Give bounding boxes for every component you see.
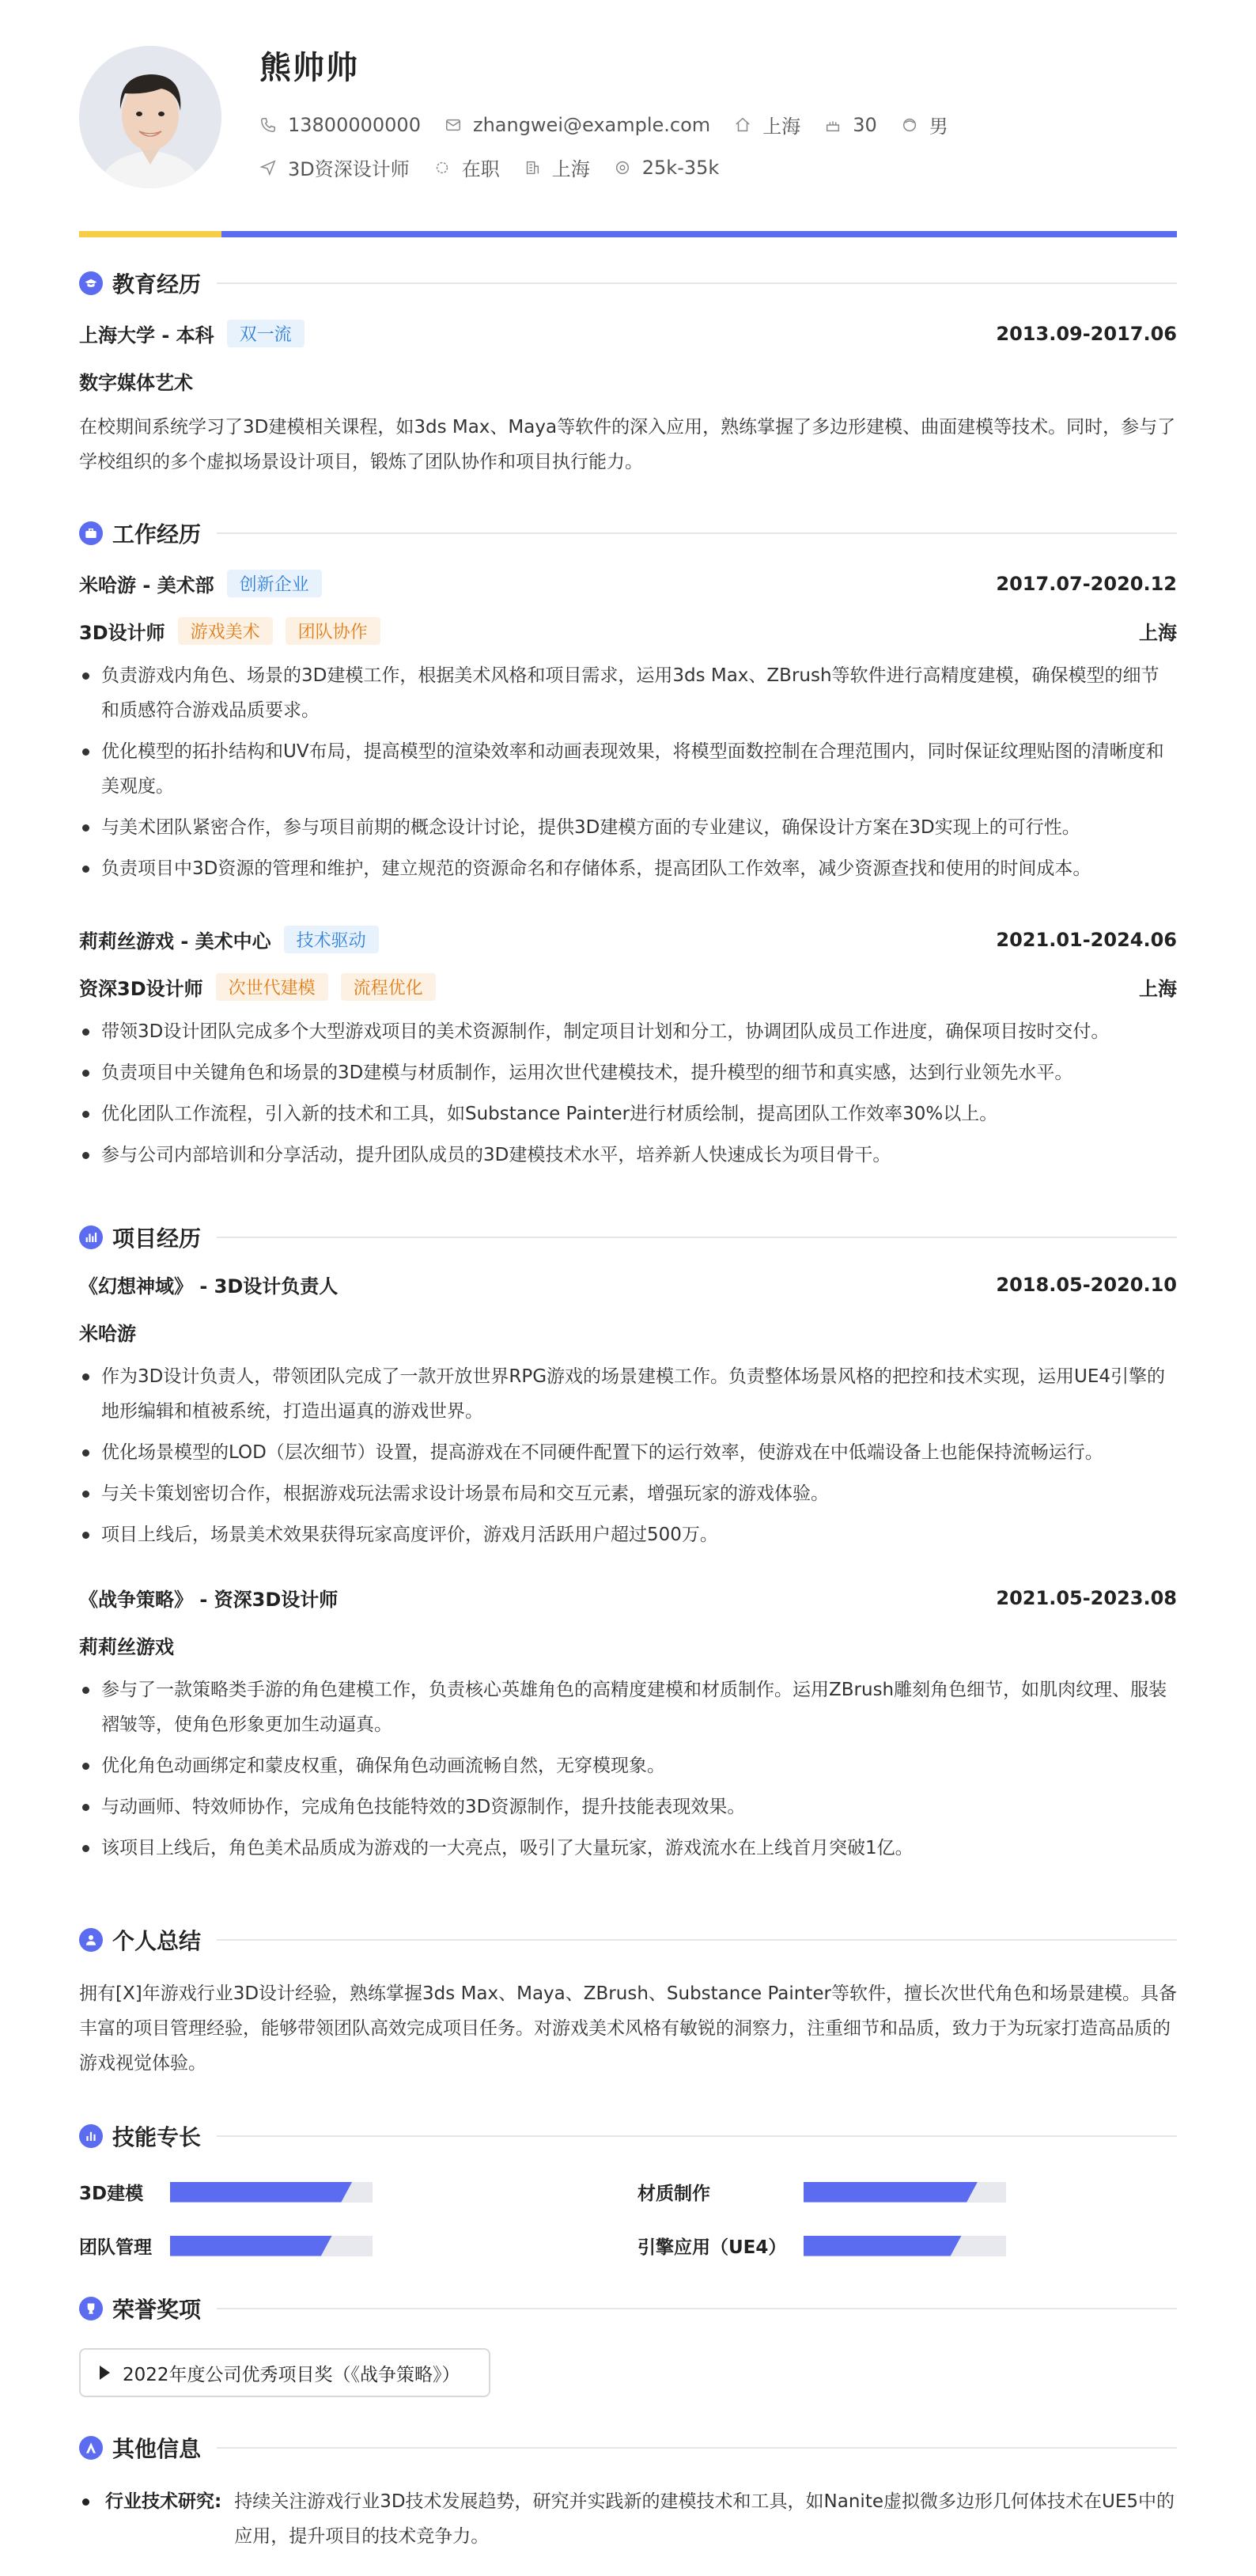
role-tag: 游戏美术	[178, 617, 273, 645]
project-company-row	[79, 1631, 1177, 1659]
salary-text: 25k-35k	[641, 156, 720, 179]
skill-bar	[170, 2182, 373, 2203]
education-date: 2013.09-2017.06	[996, 322, 1177, 345]
skill-bar	[804, 2236, 1006, 2256]
candidate-name: 熊帅帅	[259, 50, 359, 86]
skill-bar-fill	[804, 2236, 962, 2256]
home-icon	[734, 116, 751, 134]
skill-name: 3D建模	[79, 2184, 144, 2204]
job-role: 资深3D设计师	[79, 978, 203, 1000]
major-name: 数字媒体艺术	[79, 372, 193, 394]
job-header	[79, 570, 1177, 597]
job-duties	[79, 1014, 1177, 1179]
gender-item	[901, 111, 948, 138]
section-heading	[79, 1222, 1177, 1253]
skill-name: 团队管理	[79, 2237, 152, 2258]
education-section	[79, 267, 1177, 489]
list-item: 优化角色动画绑定和蒙皮权重，确保角色动画流畅自然，无穿模现象。	[79, 1748, 1177, 1783]
projects-section	[79, 1222, 1177, 1878]
status-icon	[433, 159, 451, 176]
job-date: 2017.07-2020.12	[996, 572, 1177, 595]
target-city-text: 上海	[551, 158, 590, 180]
age-text: 30	[853, 113, 877, 136]
section-heading	[79, 2120, 1177, 2152]
section-heading	[79, 267, 1177, 299]
skill-item	[637, 2233, 1006, 2259]
role-tag: 流程优化	[341, 973, 436, 1001]
list-item: 项目上线后，场景美术效果获得玩家高度评价，游戏月活跃用户超过500万。	[79, 1517, 1177, 1552]
section-title: 其他信息	[112, 2436, 202, 2462]
gender-text: 男	[929, 116, 948, 138]
skill-bar	[170, 2236, 373, 2256]
awards-section	[79, 2293, 1177, 2404]
section-title: 项目经历	[112, 1225, 202, 1252]
company-name: 莉莉丝游戏 - 美术中心	[79, 930, 271, 953]
section-heading	[79, 1924, 1177, 1956]
project-duties	[79, 1359, 1177, 1559]
skill-bar	[804, 2182, 1006, 2203]
phone-text: 13800000000	[288, 113, 421, 136]
skill-bar-fill	[804, 2182, 978, 2203]
skill-item	[637, 2179, 1006, 2205]
project-date: 2021.05-2023.08	[996, 1586, 1177, 1609]
section-heading	[79, 2432, 1177, 2464]
job-header	[79, 926, 1177, 953]
play-triangle-icon	[100, 2366, 110, 2380]
building-icon	[524, 159, 541, 176]
award-item	[79, 2348, 490, 2397]
section-title: 技能专长	[112, 2124, 202, 2150]
project-company-row	[79, 1318, 1177, 1346]
list-item: 优化团队工作流程，引入新的技术和工具，如Substance Painter进行材质绘制，提高团队工作效率30%以上。	[79, 1097, 1177, 1131]
section-rule	[217, 1939, 1177, 1941]
list-item: 与关卡策划密切合作，根据游戏玩法需求设计场景布局和交互元素，增强玩家的游戏体验。	[79, 1476, 1177, 1511]
award-text: 2022年度公司优秀项目奖（《战争策略》）	[123, 2364, 460, 2385]
job-intent-row	[259, 153, 743, 181]
skills-section	[79, 2120, 1177, 2263]
section-rule	[217, 532, 1177, 534]
job-role-row	[79, 973, 1177, 1001]
project-header	[79, 1271, 1177, 1298]
user-icon	[79, 1928, 103, 1952]
send-icon	[259, 159, 277, 176]
coin-icon	[614, 159, 631, 176]
list-item: 作为3D设计负责人，带领团队完成了一款开放世界RPG游戏的场景建模工作。负责整体场景风格的把控和技术实现，运用UE4引擎的地形编辑和植被系统，打造出逼真的游戏世界。	[79, 1359, 1177, 1429]
other-key: 行业技术研究:	[105, 2491, 222, 2512]
section-heading	[79, 517, 1177, 549]
city-text: 上海	[762, 116, 801, 138]
section-rule	[217, 1237, 1177, 1238]
project-company: 莉莉丝游戏	[79, 1636, 174, 1658]
role-tag: 次世代建模	[216, 973, 328, 1001]
avatar-illustration	[79, 46, 221, 188]
bullet-dot	[82, 2498, 89, 2506]
other-section	[79, 2432, 1177, 2559]
list-item: 优化模型的拓扑结构和UV布局，提高模型的渲染效率和动画表现效果，将模型面数控制在合理范围内，同时保证纹理贴图的清晰度和美观度。	[79, 734, 1177, 804]
list-item: 负责游戏内角色、场景的3D建模工作，根据美术风格和项目需求，运用3ds Max、ZBrush等软件进行高精度建模，确保模型的细节和质感符合游戏品质要求。	[79, 658, 1177, 728]
list-item: 参与了一款策略类手游的角色建模工作，负责核心英雄角色的高精度建模和材质制作。运用ZBrush雕刻角色细节，如肌肉纹理、服装褶皱等，使角色形象更加生动逼真。	[79, 1673, 1177, 1742]
project-name: 《幻想神域》 - 3D设计负责人	[79, 1275, 339, 1297]
avatar	[79, 46, 221, 188]
info-icon	[79, 2436, 103, 2460]
education-description: 在校期间系统学习了3D建模相关课程，如3ds Max、Maya等软件的深入应用，熟练掌握了多边形建模、曲面建模等技术。同时，参与了学校组织的多个虚拟场景设计项目，锻炼了团队协作和项目执行能力。	[79, 417, 1176, 472]
job-location: 上海	[1139, 978, 1177, 1000]
project-name: 《战争策略》 - 资深3D设计师	[79, 1589, 339, 1611]
target-city-item	[524, 153, 590, 181]
skill-name: 材质制作	[637, 2184, 710, 2204]
skill-item	[79, 2179, 373, 2205]
job-date: 2021.01-2024.06	[996, 928, 1177, 951]
company-name: 米哈游 - 美术部	[79, 574, 214, 597]
school-tag: 双一流	[227, 320, 305, 347]
phone-icon	[259, 116, 277, 134]
project-header	[79, 1584, 1177, 1612]
section-heading	[79, 2293, 1177, 2324]
phone-item	[259, 114, 421, 136]
list-item: 负责项目中关键角色和场景的3D建模与材质制作，运用次世代建模技术，提升模型的细节和真实感，达到行业领先水平。	[79, 1055, 1177, 1090]
list-item: 负责项目中3D资源的管理和维护，建立规范的资源命名和存储体系，提高团队工作效率，减少资源查找和使用的时间成本。	[79, 851, 1177, 886]
section-rule	[217, 2135, 1177, 2137]
chart-icon	[79, 2124, 103, 2148]
role-tag: 团队协作	[286, 617, 380, 645]
graduation-cap-icon	[79, 271, 103, 295]
contact-row	[259, 111, 972, 138]
list-item: 带领3D设计团队完成多个大型游戏项目的美术资源制作，制定项目计划和分工，协调团队成员工作进度，确保项目按时交付。	[79, 1014, 1177, 1049]
position-text: 3D资深设计师	[288, 158, 410, 180]
job-duties	[79, 658, 1177, 892]
email-item	[445, 114, 710, 136]
job-role: 3D设计师	[79, 622, 165, 644]
person-face-icon	[901, 116, 918, 134]
section-title: 工作经历	[112, 521, 202, 547]
skill-item	[79, 2233, 373, 2259]
list-item: 优化场景模型的LOD（层次细节）设置，提高游戏在不同硬件配置下的运行效率，使游戏在中低端设备上也能保持流畅运行。	[79, 1435, 1177, 1470]
briefcase-icon	[79, 521, 103, 545]
company-tag: 技术驱动	[284, 926, 379, 953]
list-item: 参与公司内部培训和分享活动，提升团队成员的3D建模技术水平，培养新人快速成长为项目骨干。	[79, 1138, 1177, 1172]
email-text: zhangwei@example.com	[472, 113, 711, 136]
project-company: 米哈游	[79, 1323, 136, 1345]
position-item	[259, 153, 410, 181]
trophy-icon	[79, 2297, 103, 2320]
list-item: 该项目上线后，角色美术品质成为游戏的一大亮点，吸引了大量玩家，游戏流水在上线首月突破1亿。	[79, 1831, 1177, 1866]
other-item	[79, 2484, 1177, 2554]
section-rule	[217, 282, 1177, 284]
summary-text: 拥有[X]年游戏行业3D设计经验，熟练掌握3ds Max、Maya、ZBrush、Substance Painter等软件，擅长次世代角色和场景建模。具备丰富的项目管理经验，能够带领团队高效完成项目任务。对游戏美术风格有敏锐的洞察力，注重细节和品质，致力于为玩家打造高品质的游戏视觉体验。	[79, 1983, 1177, 2074]
age-item	[824, 114, 877, 136]
header-divider	[79, 231, 1177, 237]
project-date: 2018.05-2020.10	[996, 1273, 1177, 1296]
list-item: 与美术团队紧密合作，参与项目前期的概念设计讨论，提供3D建模方面的专业建议，确保设计方案在3D实现上的可行性。	[79, 810, 1177, 845]
city-item	[734, 111, 800, 138]
project-icon	[79, 1225, 103, 1249]
job-role-row	[79, 617, 1177, 645]
skill-bar-fill	[170, 2182, 352, 2203]
section-title: 教育经历	[112, 271, 202, 297]
status-item	[433, 153, 500, 181]
skill-bar-fill	[170, 2236, 332, 2256]
company-tag: 创新企业	[227, 570, 322, 597]
salary-item	[614, 157, 720, 179]
section-rule	[217, 2308, 1177, 2309]
section-rule	[217, 2447, 1177, 2449]
school-name: 上海大学 - 本科	[79, 324, 214, 347]
mail-icon	[445, 116, 462, 134]
list-item: 与动画师、特效师协作，完成角色技能特效的3D资源制作，提升技能表现效果。	[79, 1790, 1177, 1824]
skill-name: 引擎应用（UE4）	[637, 2237, 787, 2258]
other-value: 持续关注游戏行业3D技术发展趋势，研究并实践新的建模技术和工具，如Nanite虚拟微多边形几何体技术在UE5中的应用，提升项目的技术竞争力。	[234, 2491, 1175, 2547]
section-title: 个人总结	[112, 1928, 202, 1954]
work-section	[79, 517, 1177, 1190]
section-title: 荣誉奖项	[112, 2297, 202, 2323]
cake-icon	[824, 116, 842, 134]
resume-header	[79, 0, 1177, 237]
job-location: 上海	[1139, 622, 1177, 644]
major-row	[79, 367, 1177, 395]
project-duties	[79, 1673, 1177, 1872]
summary-section	[79, 1924, 1177, 2098]
education-row	[79, 320, 1177, 347]
status-text: 在职	[461, 158, 500, 180]
